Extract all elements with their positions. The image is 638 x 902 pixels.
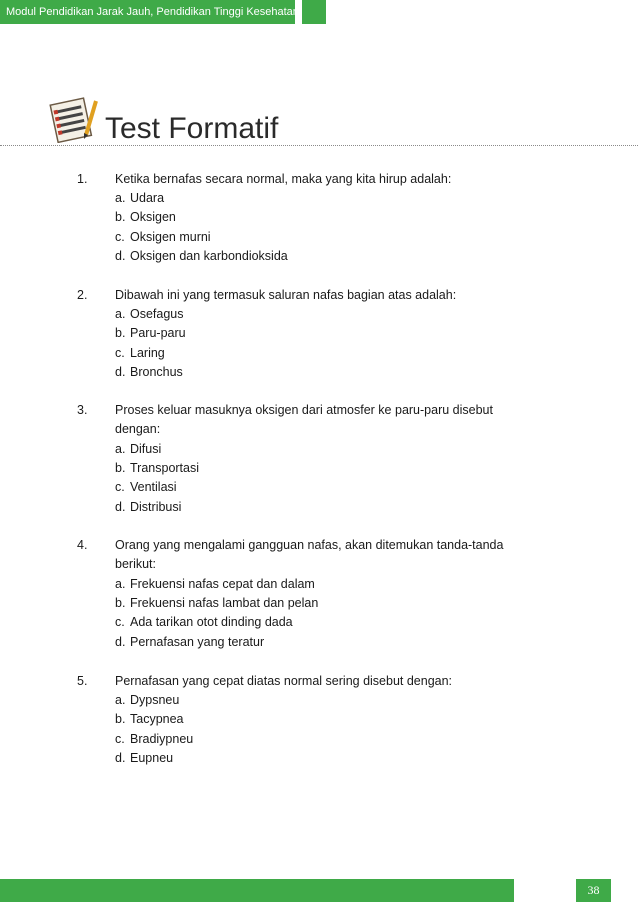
option-text: Transportasi <box>130 461 200 475</box>
title-divider <box>0 145 638 146</box>
option-item <box>115 710 184 729</box>
option-item <box>115 478 177 497</box>
page-number: 38 <box>576 879 611 902</box>
option-item <box>115 344 165 363</box>
page-title: Test Formatif <box>105 112 279 145</box>
option-text: Frekuensi nafas lambat dan pelan <box>130 596 319 610</box>
question-text: Pernafasan yang cepat diatas normal sering disebut dengan: <box>115 674 453 688</box>
option-text: Tacypnea <box>130 712 184 726</box>
option-text: Eupneu <box>130 751 174 765</box>
option-letter: b. <box>115 210 126 224</box>
option-letter: a. <box>115 442 126 456</box>
question-number: 4. <box>77 538 88 552</box>
option-text: Osefagus <box>130 307 184 321</box>
option-text: Distribusi <box>130 500 182 514</box>
question-text: Orang yang mengalami gangguan nafas, akan ditemukan tanda-tanda berikut: <box>115 538 504 572</box>
option-letter: a. <box>115 191 126 205</box>
option-text: Oksigen murni <box>130 230 211 244</box>
option-letter: c. <box>115 346 125 360</box>
option-letter: d. <box>115 500 126 514</box>
option-letter: b. <box>115 596 126 610</box>
option-item <box>115 749 173 768</box>
footer-bar <box>0 879 514 902</box>
option-letter: b. <box>115 712 126 726</box>
header-accent-block <box>302 0 326 24</box>
option-item <box>115 594 318 613</box>
option-letter: a. <box>115 307 126 321</box>
option-text: Frekuensi nafas cepat dan dalam <box>130 577 315 591</box>
option-letter: d. <box>115 249 126 263</box>
option-text: Oksigen dan karbondioksida <box>130 249 288 263</box>
option-letter: a. <box>115 577 126 591</box>
option-text: Difusi <box>130 442 162 456</box>
option-item <box>115 459 199 478</box>
option-item <box>115 228 211 247</box>
option-letter: b. <box>115 461 126 475</box>
option-item <box>115 633 264 652</box>
question-text: Dibawah ini yang termasuk saluran nafas bagian atas adalah: <box>115 288 457 302</box>
option-letter: d. <box>115 751 126 765</box>
option-text: Laring <box>130 346 165 360</box>
question-text: Proses keluar masuknya oksigen dari atmosfer ke paru-paru disebut dengan: <box>115 403 493 437</box>
option-letter: b. <box>115 326 126 340</box>
option-item <box>115 247 288 266</box>
option-text: Paru-paru <box>130 326 186 340</box>
header-module-title: Modul Pendidikan Jarak Jauh, Pendidikan Tinggi Kesehatan <box>0 0 295 24</box>
option-letter: c. <box>115 732 125 746</box>
option-letter: c. <box>115 615 125 629</box>
option-text: Oksigen <box>130 210 176 224</box>
option-text: Bradiypneu <box>130 732 194 746</box>
option-item <box>115 498 181 517</box>
checklist-icon <box>48 95 100 143</box>
option-text: Udara <box>130 191 165 205</box>
question-number: 3. <box>77 403 88 417</box>
option-item <box>115 730 193 749</box>
option-letter: d. <box>115 635 126 649</box>
question-number: 2. <box>77 288 88 302</box>
option-item <box>115 691 179 710</box>
option-text: Bronchus <box>130 365 183 379</box>
option-item <box>115 575 315 594</box>
question-number: 5. <box>77 674 88 688</box>
option-item <box>115 208 176 227</box>
question-text: Ketika bernafas secara normal, maka yang kita hirup adalah: <box>115 172 452 186</box>
option-letter: a. <box>115 693 126 707</box>
option-item <box>115 363 183 382</box>
option-text: Ventilasi <box>130 480 177 494</box>
option-text: Pernafasan yang teratur <box>130 635 265 649</box>
option-text: Ada tarikan otot dinding dada <box>130 615 293 629</box>
question-number: 1. <box>77 172 88 186</box>
option-letter: c. <box>115 480 125 494</box>
option-item <box>115 305 184 324</box>
option-item <box>115 324 186 343</box>
option-text: Dypsneu <box>130 693 180 707</box>
option-letter: c. <box>115 230 125 244</box>
option-item <box>115 440 161 459</box>
option-item <box>115 613 293 632</box>
option-letter: d. <box>115 365 126 379</box>
option-item <box>115 189 164 208</box>
